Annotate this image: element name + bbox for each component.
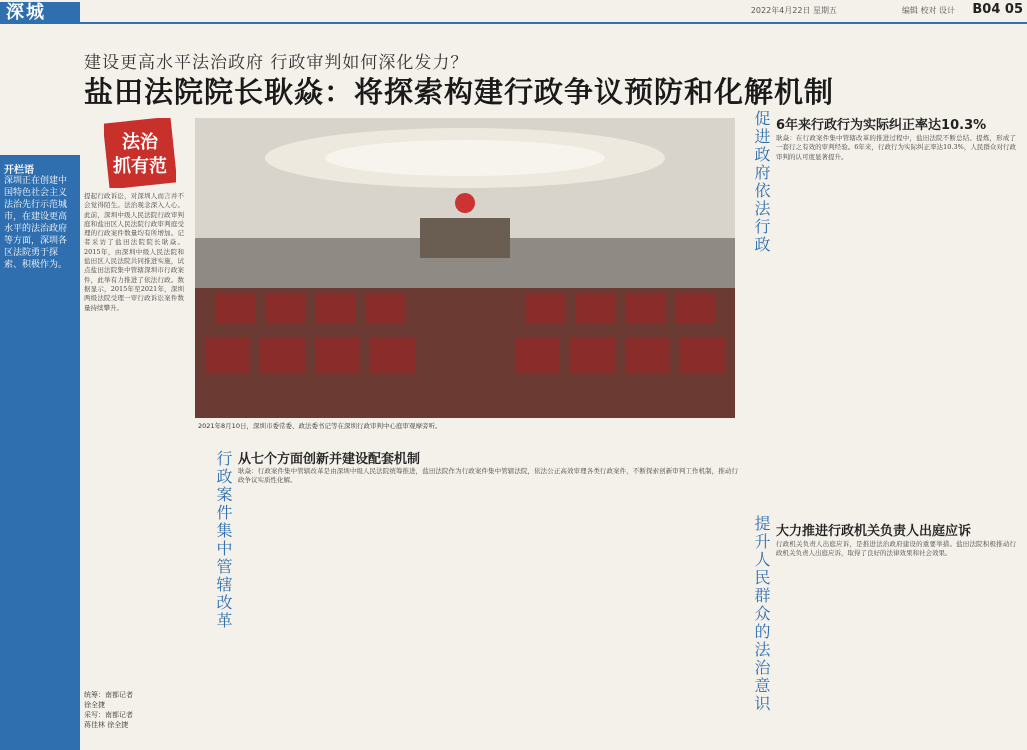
section-tab [0,2,80,24]
section-name: 深城 [6,2,46,23]
issue-date: 2022年4月22日 星期五 [750,6,837,15]
article-column-middle: 耿焱：行政案件集中管辖改革是由深圳中级人民法院统筹推进，盐田法院作为行政案件集中管辖法院，依法公正高效审理各类行政案件，不断探索创新审判工作机制，推动行政争议实质性化解。 [238,467,738,485]
header-rule [80,22,1027,24]
svg-text:法治: 法治 [122,132,158,153]
article-column-left: 提起行政诉讼，对深圳人而言并不会觉得陌生。法治观念深入人心。此前，深圳中级人民法院行政审判庭和盐田区人民法院行政审判庭受理的行政案件数量均有所增加。记者采访了盐田法院院长耿焱。2015年，由深圳中级人民法院和盐田区人民法院共同推进实施，试点盐田法院集中管辖深圳市行政案件，此举有力推进了依法行政。数据显示，2015年至2021年，深圳两级法院受理一审行政诉讼案件数量持续攀升。 [84,192,184,312]
page-number: B04 05 [972,2,1023,17]
subhead-2: 从七个方面创新并建设配套机制 [238,452,421,467]
courtroom-photo [195,118,735,418]
article-column-right-bottom: 行政机关负责人出庭应诉，是推进法治政府建设的重要举措。盐田法院积极推动行政机关负责人出庭应诉，取得了良好的法律效果和社会效果。 [776,540,1016,558]
svg-text:抓有范: 抓有范 [113,156,167,177]
subhead-3: 大力推进行政机关负责人出庭应诉 [776,524,972,539]
byline: 统筹：南都记者 徐全捷 采写：南都记者 蒋佳林 徐全捷 [84,691,133,729]
stamp-logo [104,118,176,188]
subhead-1: 6年来行政行为实际纠正率达10.3% [776,118,987,133]
kicker: 建设更高水平法治政府 行政审判如何深化发力？ [84,53,469,73]
column-theme-2: 行政案件集中管辖改革 [214,450,233,630]
sidebar [0,155,80,750]
editor-credits: 编辑 校对 设计 [901,6,955,15]
column-theme-3: 提升人民群众的法治意识 [752,515,771,713]
article-column-right-top: 耿焱：在行政案件集中管辖改革的推进过程中，盐田法院不断总结、提炼，形成了一套行之有效的审判经验。6年来，行政行为实际纠正率达10.3%，人民群众对行政审判的认可度显著提升。 [776,134,1016,161]
sidebar-label: 开栏语 [4,165,34,176]
page-title: 盐田法院院长耿焱：将探索构建行政争议预防和化解机制 [84,75,835,109]
photo-caption: 2021年8月10日，深圳市委常委、政法委书记等在深圳行政审判中心庭审观摩旁听。 [198,422,442,430]
top-bar [0,0,1027,22]
sidebar-text: 深圳正在创建中国特色社会主义法治先行示范城市，在建设更高水平的法治政府等方面，深圳各区法院勇于探索、积极作为。 [4,176,68,270]
column-theme-1: 促进政府依法行政 [752,110,771,254]
